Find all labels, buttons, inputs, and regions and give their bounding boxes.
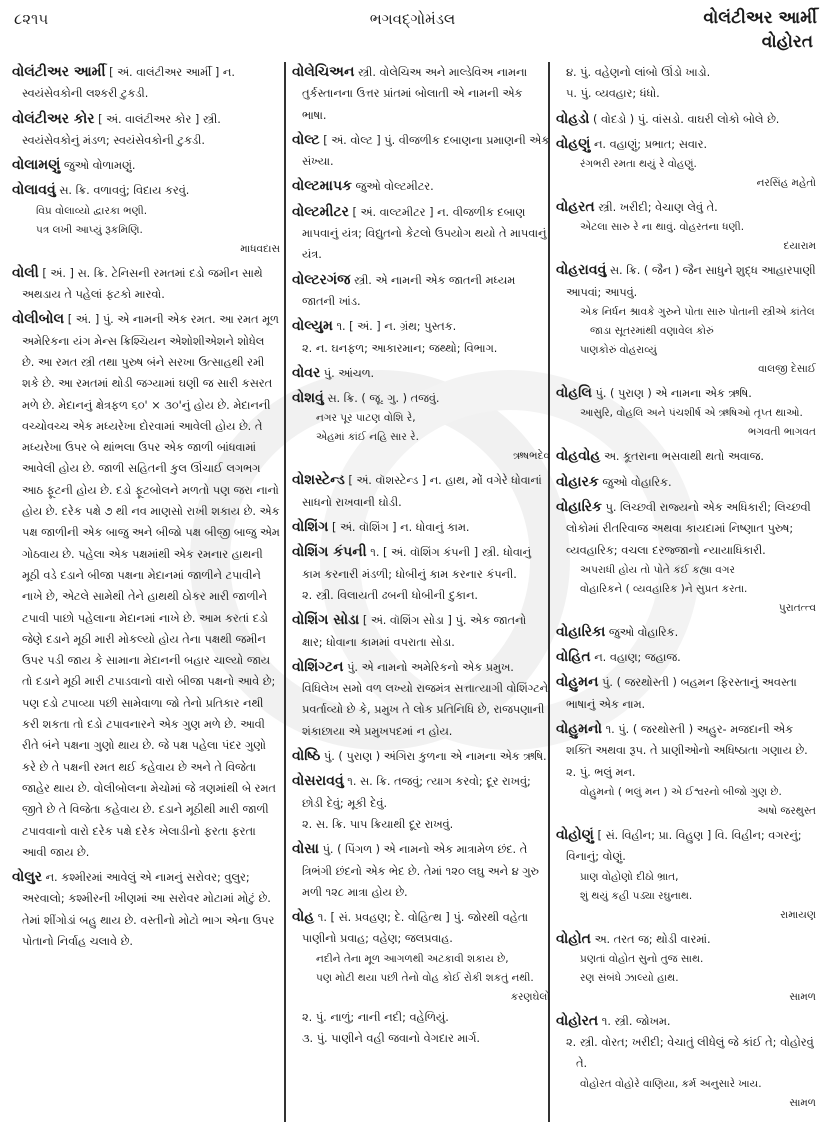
definition-text: અ. કૂતરાના ભસવાથી થતો અવાજ. [603, 450, 764, 464]
definition-text: [ સં. વિહીન; પ્રા. વિહુણ ] વિ. વિહીન; વગરનું; વિનાનું; વોણું. [566, 828, 802, 864]
dictionary-entry [292, 202, 550, 266]
citation-source: માધવદાસ [240, 242, 280, 255]
headword: વોહુમનો [556, 721, 602, 738]
citation-source: સામળ [789, 990, 816, 1003]
dictionary-entry [556, 134, 816, 193]
citation-quote: નદીને તેના મૂળ આગળથી અટકાવી શકાય છે, [316, 952, 509, 965]
citation-quote: આસુરિ, વોહલિ અને પંચશીર્ષ એ ઋષિઓ તૃપ્ત થાઓ. [580, 407, 803, 420]
dictionary-entry [292, 176, 550, 197]
dictionary-entry [556, 672, 816, 715]
dictionary-entry [292, 316, 550, 359]
headword: વોશિંગ [292, 519, 329, 536]
dictionary-entry [556, 197, 816, 256]
definition-text: [ અં. વાલ્ટમીટર ] ન. વીજળીક દબાણ માપવાનું યંત્ર; વિદ્યુતનો કેટલો ઉપયોગ થયો તે માપવાનું યંત્ર. [302, 205, 547, 262]
definition-text: [ અં. વૉશિંગ સોડા ] પું. એક જાતનો ક્ષાર; ધોવાના કામમાં વપરાતા સોડા. [302, 614, 527, 649]
headword: વોહડો [556, 110, 590, 127]
headword: વોહોરત [556, 1012, 599, 1029]
definition-text: [ અં. ] સ. ક્રિ. ટેનિસની રમતમાં દડો જમીન સાથે અથડાય તે પહેલાં ફટકો મારવો. [22, 266, 263, 302]
dictionary-entry [12, 62, 280, 105]
dictionary-entry [292, 517, 550, 538]
definition-text: ૧. [ અં. ] ન. ગ્રંથ; પુસ્તક. [336, 320, 457, 334]
dictionary-entry [12, 263, 280, 306]
dictionary-entry [292, 388, 550, 466]
citation-quote: વિપ્ર વોલાવ્યો દ્વારકા ભણી. [36, 204, 148, 217]
definition-text: ૧. સ. ક્રિ. તજવું; ત્યાગ કરવો; દૂર રાખવું; છોડી દેવું; મૂકી દેવું. [302, 775, 531, 810]
citation-source: રામાયણ [780, 908, 816, 921]
definition-text: [ અં. ] પું. એ નામની એક રમત. આ રમત મૂળ અમેરિકના યંગ મેન્સ ક્રિશ્ચિયન એશોશીએશને શોધેલ છે. આ રમત સ્ત્રી તથા પુરુષ બંને સરખા ઉત્સાહથી રમી શકે છે. આ રમતમાં થોડી જગ્યામાં ઘણી જ સારી કસરત મળે છે. મેદાનનું ક્ષેત્રફળ ૬૦' × ૩૦'નું હોય છે. મેદાનની વચ્ચોવચ્ચ એક મધ્યરેખા દોરવામાં આવેલી હોય છે. તે મધ્યરેખા ઉપર બે થાંભલા ઉપર એક જાળી બાંધવામાં આવેલી હોય છે. જાળી સહિતની કુલ ઊંચાઈ લગભગ આઠ ફૂટની હોય છે. દડો ફૂટબોલને મળતો પણ જરા નાનો હોય છે. દરેક પક્ષે ૭ થી નવ માણસો રાખી શકાય છે. એક પક્ષ જાળીની એક બાજુ અને બીજો પક્ષ બીજી બાજુ એમ ગોઠવાય છે. પહેલા એક પક્ષમાંથી એક રમનાર હાથની મૂઠી વડે દડાને બીજા પક્ષના મેદાનમાં જાળીને ટપાવીને નાખે છે, એટલે સામેથી તેને હાથથી ઠોકર મારી જાળીને ટપાવી પાછો પહેલાના મેદાનમાં નાખે છે. આમ કરતાં દડો જેણે દડાને મૂઠી મારી મોકલ્યો હોય તેના પક્ષથી જમીન ઉપર પડી જાય કે સામાના મેદાનની બહાર ચાલ્યો જાય તો દડાને મૂઠી મારી ટપાડવાનો વારો બીજા પક્ષનો આવે છે; પણ દડો ટપાવ્યા પછી સામેવાળા જો તેનો પ્રતિકાર નથી કરી શકતા તો દડો ટપાવનારને એક ગુણ મળે છે. આવી રીતે બંને પક્ષના ગુણો થાય છે. જે પક્ષ પહેલા પંદર ગુણો કરે છે તે પક્ષની રમત થઈ કહેવાય છે અને તે વિજેતા જાહેર થાય છે. વોલીબોલના મેચોમાં જે ત્રણમાંથી બે રમત જીતે છે તે વિજેતા કહેવાય છે. દડાને મૂઠીથી મારી જાળી ટપાવવાનો વારો દરેક પક્ષે દરેક ખેલાડીનો ફરતા ફરતા આવી જાય છે. [22, 313, 280, 859]
dictionary-entry [556, 647, 816, 668]
dictionary-entry [556, 929, 816, 1007]
citation-quote: વોહારિકને ( વ્યવહારિક )ને સુપ્રત કરતા. [580, 582, 748, 595]
citation-source: પુરાતત્ત્વ [778, 601, 816, 614]
citation-quote: પ્રાણ વોહોણો દીઠો ભ્રાત, [580, 870, 679, 883]
definition-text: પુ. લિચ્છવી રાજ્યનો એક અધિકારી; લિચ્છવી લોકોમાં રીતરિવાજ અથવા કાયદામાં નિષ્ણાત પુરુષ; વ્યવહારિક; વચલા દરજ્જાનો ન્યાયાધિકારી. [566, 500, 811, 557]
sense: ૫. પું. વ્યવહાર; ધંધો. [566, 87, 660, 101]
definition-text: જુઓ વોળામણું. [63, 159, 136, 173]
citation-source: દયારામ [783, 240, 816, 253]
headword: વોહણું [556, 135, 591, 152]
dictionary-entry [292, 746, 550, 767]
definition-text: પું. ( પુરાણ ) અંગિરા કુળના એ નામના એક ઋષિ. [323, 750, 547, 764]
dictionary-entry [556, 109, 816, 130]
citation-source: ઋષભદેવ [513, 450, 550, 463]
dictionary-entry [556, 622, 816, 643]
page-header [0, 0, 825, 52]
definition-text: અ. તરત જ; થોડી વારમાં. [594, 932, 711, 946]
dictionary-entry [292, 610, 550, 653]
guide-word-last: વોહોરત [761, 32, 813, 52]
citation-source: ભગવતી ભાગવત [747, 426, 816, 439]
definition-text: [ અં. વાલંટીઅર આર્મી ] ન. સ્વયંસેવકોની લશ્કરી ટુકડી. [22, 66, 235, 101]
dictionary-entry [556, 825, 816, 925]
definition-text: પું. ( જરથોસ્તી ) બહમન ફિરસ્તાનું અવસ્તા ભાષાનું એક નામ. [566, 676, 797, 711]
citation-quote: પાણકોરું વોહરાવ્યું [580, 344, 657, 357]
headword: વોસરાવવું [292, 773, 344, 790]
headword: વોહ [292, 909, 315, 926]
headword: વોહોત [556, 930, 591, 947]
headword: વોશિંગ સોડા [292, 612, 360, 629]
guide-word-first: વોલંટીઅર આર્મી [703, 8, 817, 28]
dictionary-entry [292, 130, 550, 173]
sense: ૨. સ્ત્રી. વિલાયતી ઢબની ધોબીની દુકાન. [302, 588, 478, 602]
dictionary-entry [292, 771, 550, 835]
citation-quote: રણ સંબંધે ઝાલ્યો હાથ. [580, 971, 679, 984]
definition-text: [ અં. વોલ્ટ ] પું. વીજળીક દબાણના પ્રમાણની એક સંખ્યા. [302, 133, 550, 169]
definition-text: ૧. પું. ( જરથોસ્તી ) અહુર- મજદાની એક શક્તિ અથવા રૂપ. તે પ્રાણીઓનો અધિષ્ઠાતા ગણાય છે. [566, 723, 808, 758]
definition-text: સ્ત્રી. વોલેચિઅ અને માલ્ડેવિઅ નામના તુર્કસ્તાનના ઉત્તર પ્રાંતમાં બોલાતી એ નામની એક ભાષા. [302, 66, 528, 122]
headword: વોલેચિઅન [292, 64, 355, 80]
citation-source: સામળ [789, 1096, 816, 1109]
headword: વોલી [12, 264, 39, 281]
definition-text: પું. આંચળ. [323, 366, 375, 380]
citation-quote: એહમાં કાંઈ નહિ સાર રે. [316, 431, 419, 444]
citation-quote: પણ મોટી થયા પછી તેનો વોહ કોઈ રોકી શકતું નથી. [316, 971, 534, 984]
definition-text: [ અં. વૉશસ્ટેન્ડ ] ન. હાથ, મોં વગેરે ધોવાનાં સાધનો રાખવાની ઘોડી. [302, 474, 542, 509]
headword: વોલ્ટ [292, 131, 320, 148]
headword: વોહારક [556, 473, 599, 490]
sense: ૩. પું. પાણીને વહી જવાનો વેગદાર માર્ગ. [302, 1031, 481, 1045]
dictionary-entry [292, 839, 550, 903]
definition-text: પું. ( પુરાણ ) એ નામના એક ઋષિ. [595, 387, 752, 401]
dictionary-entry [292, 62, 550, 126]
headword: વોલામણું [12, 157, 61, 174]
dictionary-entry [292, 907, 550, 1049]
sense: ૪. પું. વહેણનો લાંબો ઊંડો ખાડો. [566, 66, 711, 79]
definition-text: [ અં. વાલંટીઅર કોર ] સ્ત્રી. સ્વયંસેવકોનું મંડળ; સ્વયંસેવકોની ટુકડી. [22, 112, 221, 147]
column-1 [12, 62, 280, 1127]
headword: વોહોણું [556, 826, 594, 843]
definition-text: ન. કશ્મીરમાં આવેલું એ નામનું સરોવર; વુલુર; અરવાલો; કશ્મીરની ખીણમાં આ સરોવર મોટામાં મોટું છે. તેમાં શીંગોડાં બહુ થાય છે. વસ્તીનો મોટો ભાગ એના ઉપર પોતાનો નિર્વાહ ચલાવે છે. [22, 871, 275, 948]
definition-text: પું. ( પિંગળ ) એ નામનો એક માત્રામેળ છંદ. તે ત્રિભંગી છંદનો એક ભેદ છે. તેમાં ૧૨૦ લઘુ અને ૪ ગુરુ મળી ૧૨૮ માત્રા હોય છે. [302, 843, 539, 899]
headword: વોલ્ટરગંજ [292, 271, 351, 288]
citation-source: વાલજી દેસાઈ [758, 363, 816, 376]
citation-quote: શું થયું કહી પડ્યા રઘુનાથ. [580, 889, 693, 902]
dictionary-entry [12, 309, 280, 863]
citation-quote: પ્રણતાં વોહોત સુનો તુજ સાથ. [580, 952, 704, 965]
headword: વોશવું [292, 390, 324, 407]
headword: વોહારિકા [556, 623, 606, 640]
headword: વોષ્ઠિ [292, 748, 321, 765]
sense: ૨. પું. ભલું મન. [566, 765, 636, 779]
dictionary-entry [12, 155, 280, 176]
sense: ૨. ન. ઘનફળ; આકારમાન; જથ્થો; વિભાગ. [302, 341, 498, 355]
definition-text: [ અં. વૉશિંગ ] ન. ધોવાનું કામ. [332, 521, 470, 535]
dictionary-entry [556, 472, 816, 493]
definition-text: જુઓ વોહારિક. [608, 625, 679, 639]
definition-text: સ. ક્રિ. ( જૂ. ગુ. ) તજવું. [327, 392, 440, 406]
running-title: ભગવદ્ગોમંડલ [369, 10, 456, 28]
column-divider [284, 62, 286, 1122]
headword: વોહિત [556, 649, 591, 666]
headword: વોલાવવું [12, 182, 56, 199]
dictionary-entry [292, 363, 550, 384]
headword: વોલીબોલ [12, 311, 65, 328]
headword: વોશસ્ટેન્ડ [292, 472, 345, 489]
definition-text: ( વોદડો ) પું. વાંસડો. વાઘરી લોકો બોલે છે. [592, 112, 780, 126]
citation-source: નરસિંહ મહેતો [756, 177, 816, 190]
dictionary-entry [12, 109, 280, 152]
citation-quote: વોહોરત વોહોરે વાણિયા, કર્મ અનુસારે ખાય. [580, 1077, 762, 1090]
citation-quote: રંગભરી રમતા થયું રે વોહણું. [580, 158, 697, 171]
definition-text: ન. વહાણ; જહાજ. [594, 651, 681, 665]
dictionary-columns [0, 62, 825, 1127]
citation-quote: એક નિર્ધન શ્રાવકે ગુરુને પોતા સારુ પોતાની સ્ત્રીએ કાંતેલ જાડા સૂતરમાંથી વણાવેલ કોરું [580, 306, 815, 338]
citation-quote: પત્ર લખી આપ્યું રૂકમિણિ. [36, 223, 143, 236]
citation-quote: એટલા સારુ રે ના થાવું. વોહરતના ધણી. [580, 221, 745, 234]
sense: ૨. પું. નાળું; નાની નદી; વહેળિયું. [302, 1010, 449, 1024]
dictionary-entry [292, 657, 550, 742]
definition-text: સ્ત્રી. એ નામની એક જાતની મધ્યમ જાતની ખાંડ. [302, 273, 516, 308]
headword: વોલંટીઅર કોર [12, 110, 95, 127]
headword: વોહવોહ [556, 448, 601, 465]
column-3 [556, 62, 816, 1127]
definition-text: ૧. [ સં. પ્રવહણ; દે. વોહિત્થ ] પું. જોરથી વહેતા પાણીનો પ્રવાહ; વહેણ; જલપ્રવાહ. [302, 911, 529, 946]
headword: વોહરાવવું [556, 262, 607, 279]
definition-text: ૧. [ અં. વૉશિંગ કંપની ] સ્ત્રી. ધોવાનું કામ કરનારી મંડળી; ધોબીનું કામ કરનાર કંપની. [302, 546, 532, 581]
definition-text: જુઓ વોહારિક. [602, 475, 672, 489]
headword: વોહુમન [556, 674, 599, 691]
dictionary-entry [556, 62, 816, 105]
headword: વોશિંગ કંપની [292, 544, 367, 561]
definition-text: ન. વહાણું; પ્રભાત; સવાર. [593, 137, 708, 151]
headword: વોલંટીઅર આર્મી [12, 64, 106, 80]
dictionary-entry [292, 470, 550, 513]
citation-source: કરણઘેલો [510, 990, 550, 1003]
headword: વોહલિ [556, 385, 592, 402]
dictionary-entry [556, 446, 816, 467]
page-number: ૮૨૧૫ [14, 10, 49, 28]
headword: વોશિંગ્ટન [292, 658, 344, 675]
dictionary-entry [292, 270, 550, 313]
dictionary-entry [556, 497, 816, 618]
headword: વોહારિક [556, 498, 602, 515]
headword: વોલુર [12, 869, 43, 886]
headword: વોલ્યુમ [292, 318, 333, 335]
citation-quote: વોહુમનો ( ભલું મન ) એ ઈશ્વરનો બીજો ગુણ છે. [580, 785, 782, 798]
citation-source: અષો જરથુસ્ત [757, 804, 816, 817]
definition-text: ૧. સ્ત્રી. જોખમ. [601, 1014, 671, 1028]
dictionary-entry [556, 1011, 816, 1113]
definition-text: પું. એ નામનો અમેરિકનો એક પ્રમુખ. વિધિલેખ સમો વળ લખ્યો રાજમંત્ર સત્તાત્યાગી વોશિંગ્ટને પ્રવર્તાવ્યો છે કે, પ્રમુખ તે લોક પ્રતિનિધિ છે, રાજપણાની શંકાછાયા એ પ્રમુખપદમાં ન હોય. [302, 660, 549, 738]
definition-text: જુઓ વોલ્ટમીટર. [355, 180, 434, 194]
dictionary-entry [556, 383, 816, 442]
dictionary-entry [556, 719, 816, 821]
citation-quote: અપરાધી હોય તો પોતે કંઈ કહ્યા વગર [580, 563, 735, 576]
headword: વોહરત [556, 199, 595, 216]
sense: ૨. સ્ત્રી. વોરત; ખરીદી; વેચાતું લીધેલું જે કાંઈ તે; વોહોરવું તે. [566, 1036, 814, 1071]
dictionary-entry [12, 867, 280, 952]
dictionary-entry [556, 260, 816, 379]
definition-text: સ. ક્રિ. વળાવવું; વિદાય કરવું. [59, 184, 190, 198]
dictionary-entry [292, 542, 550, 606]
headword: વોવર [292, 364, 321, 381]
headword: વોલ્ટમાપક [292, 178, 352, 195]
sense: ૨. સ. ક્રિ. પાપ ક્રિયાથી દૂર રાખવું. [302, 817, 454, 831]
dictionary-entry [12, 180, 280, 258]
citation-quote: નગર પૂર પાટણ વોશિ રે, [316, 412, 416, 425]
column-2 [292, 62, 550, 1127]
definition-text: સ. ક્રિ. ( જૈન ) જૈન સાધુને શુદ્ધ આહારપાણી આપવાં; આપવું. [566, 264, 816, 299]
definition-text: સ્ત્રી. ખરીદી; વેચાણ લેવું તે. [598, 201, 718, 215]
headword: વોલ્ટમીટર [292, 203, 349, 220]
headword: વોસા [292, 841, 319, 858]
